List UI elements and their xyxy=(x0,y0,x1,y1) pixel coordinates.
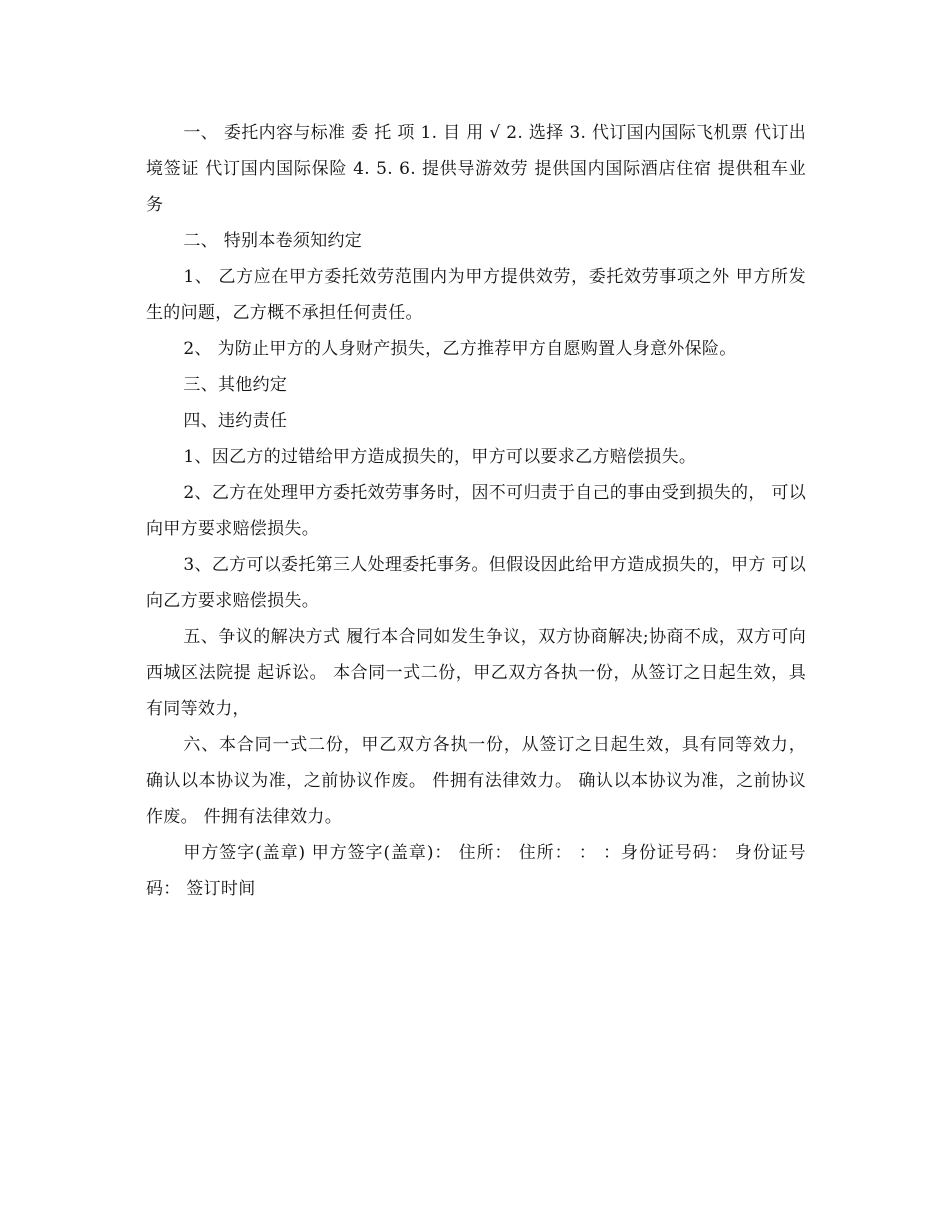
paragraph-dispute-resolution: 五、争议的解决方式 履行本合同如发生争议，双方协商解决;协商不成，双方可向西城区法院提 起诉讼。 本合同一式二份，甲乙双方各执一份，从签订之日起生效，具有同等效力， xyxy=(146,627,806,719)
paragraph-service-content: 一、 委托内容与标准 委 托 项 1. 目 用 √ 2. 选择 3. 代订国内国际飞机票 代订出境签证 代订国内国际保险 4. 5. 6. 提供导游效劳 提供国内国际酒店住宿 提供租车业务 xyxy=(146,123,806,215)
paragraph-notes-2: 2、 为防止甲方的人身财产损失，乙方推荐甲方自愿购置人身意外保险。 xyxy=(183,339,737,359)
heading-breach-liability: 四、违约责任 xyxy=(183,411,288,431)
paragraph-breach-3: 3、乙方可以委托第三人处理委托事务。但假设因此给甲方造成损失的，甲方 可以向乙方要求赔偿损失。 xyxy=(146,555,806,611)
heading-special-notes: 二、 特别本卷须知约定 xyxy=(183,231,363,251)
paragraph-breach-1: 1、因乙方的过错给甲方造成损失的，甲方可以要求乙方赔偿损失。 xyxy=(183,447,697,467)
paragraph-copies-validity: 六、本合同一式二份，甲乙双方各执一份，从签订之日起生效，具有同等效力， 确认以本协议为准，之前协议作废。 件拥有法律效力。 确认以本协议为准，之前协议作废。 件拥有法律效力。 xyxy=(146,735,806,827)
document-body xyxy=(146,115,806,907)
heading-other-terms: 三、其他约定 xyxy=(183,375,288,395)
paragraph-signatures: 甲方签字(盖章) 甲方签字(盖章)： 住所： 住所： ： ：身份证号码： 身份证号码： 签订时间 xyxy=(146,843,806,899)
paragraph-notes-1: 1、 乙方应在甲方委托效劳范围内为甲方提供效劳，委托效劳事项之外 甲方所发生的问题，乙方概不承担任何责任。 xyxy=(146,267,806,323)
paragraph-breach-2: 2、乙方在处理甲方委托效劳事务时，因不可归责于自己的事由受到损失的， 可以向甲方要求赔偿损失。 xyxy=(146,483,806,539)
